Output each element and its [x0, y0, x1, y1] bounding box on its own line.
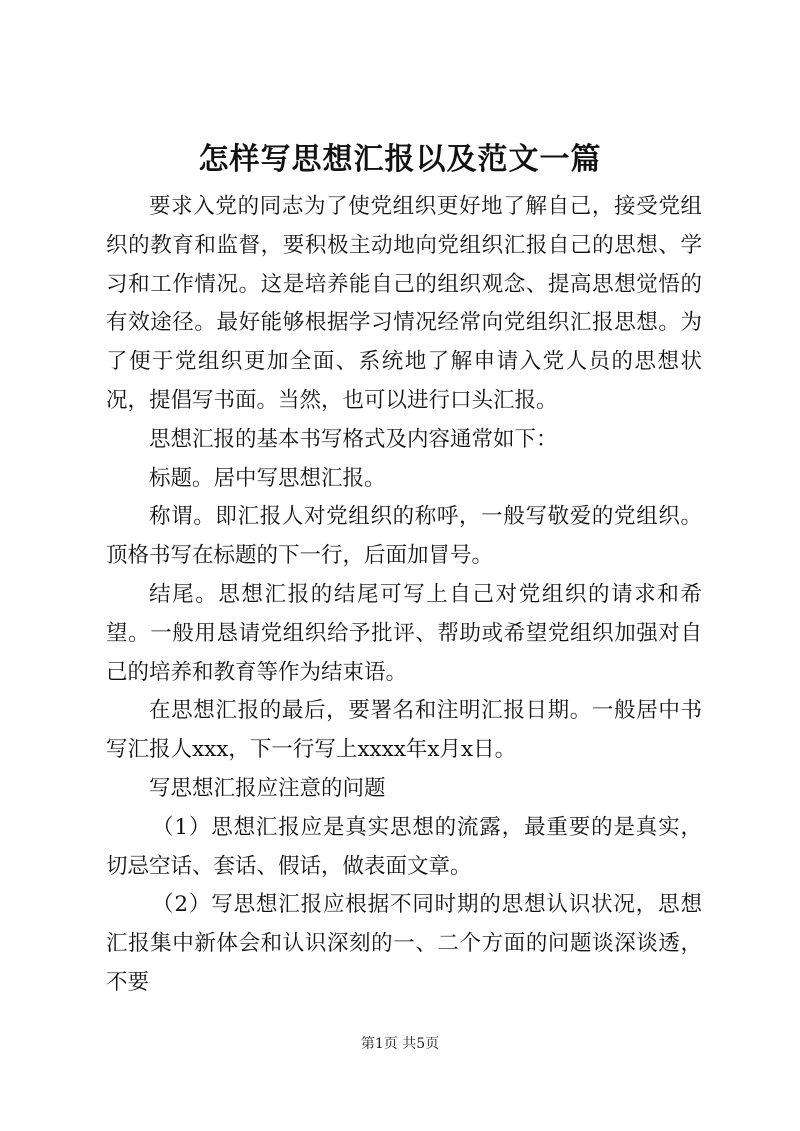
paragraph-title-rule: 标题。居中写思想汇报。	[149, 465, 386, 491]
paragraph-salutation-rule: 称谓。即汇报人对党组织的称呼，一般写敬爱的党组织。顶格书写在标题的下一行，后面加冒号。	[106, 504, 702, 569]
paragraph-notes-heading: 写思想汇报应注意的问题	[149, 775, 386, 801]
paragraph-ending-rule: 结尾。思想汇报的结尾可写上自己对党组织的请求和希望。一般用恳请党组织给予批评、帮助或希望党组织加强对自己的培养和教育等作为结束语。	[106, 581, 702, 685]
paragraph-format-heading: 思想汇报的基本书写格式及内容通常如下：	[149, 426, 558, 452]
paragraph-intro: 要求入党的同志为了使党组织更好地了解自己，接受党组织的教育和监督，要积极主动地向党组织汇报自己的思想、学习和工作情况。这是培养能自己的组织观念、提高思想觉悟的有效途径。最好能够根据学习情况经常向党组织汇报思想。为了便于党组织更加全面、系统地了解申请入党人员的思想状况，提倡写书面。当然，也可以进行口头汇报。	[106, 194, 702, 413]
document-body	[106, 188, 702, 1003]
paragraph-signature-rule: 在思想汇报的最后，要署名和注明汇报日期。一般居中书写汇报人xxx，下一行写上xxxx年x月x日。	[106, 698, 702, 763]
page-number-footer: 第1页 共5页	[360, 1036, 440, 1052]
paragraph-note-2: （2）写思想汇报应根据不同时期的思想认识状况，思想汇报集中新体会和认识深刻的一、二个方面的问题谈深谈透，不要	[106, 892, 702, 995]
paragraph-note-1: （1）思想汇报应是真实思想的流露，最重要的是真实，切忌空话、套话、假话，做表面文章。	[106, 814, 702, 879]
document-title: 怎样写思想汇报以及范文一篇	[198, 142, 602, 177]
